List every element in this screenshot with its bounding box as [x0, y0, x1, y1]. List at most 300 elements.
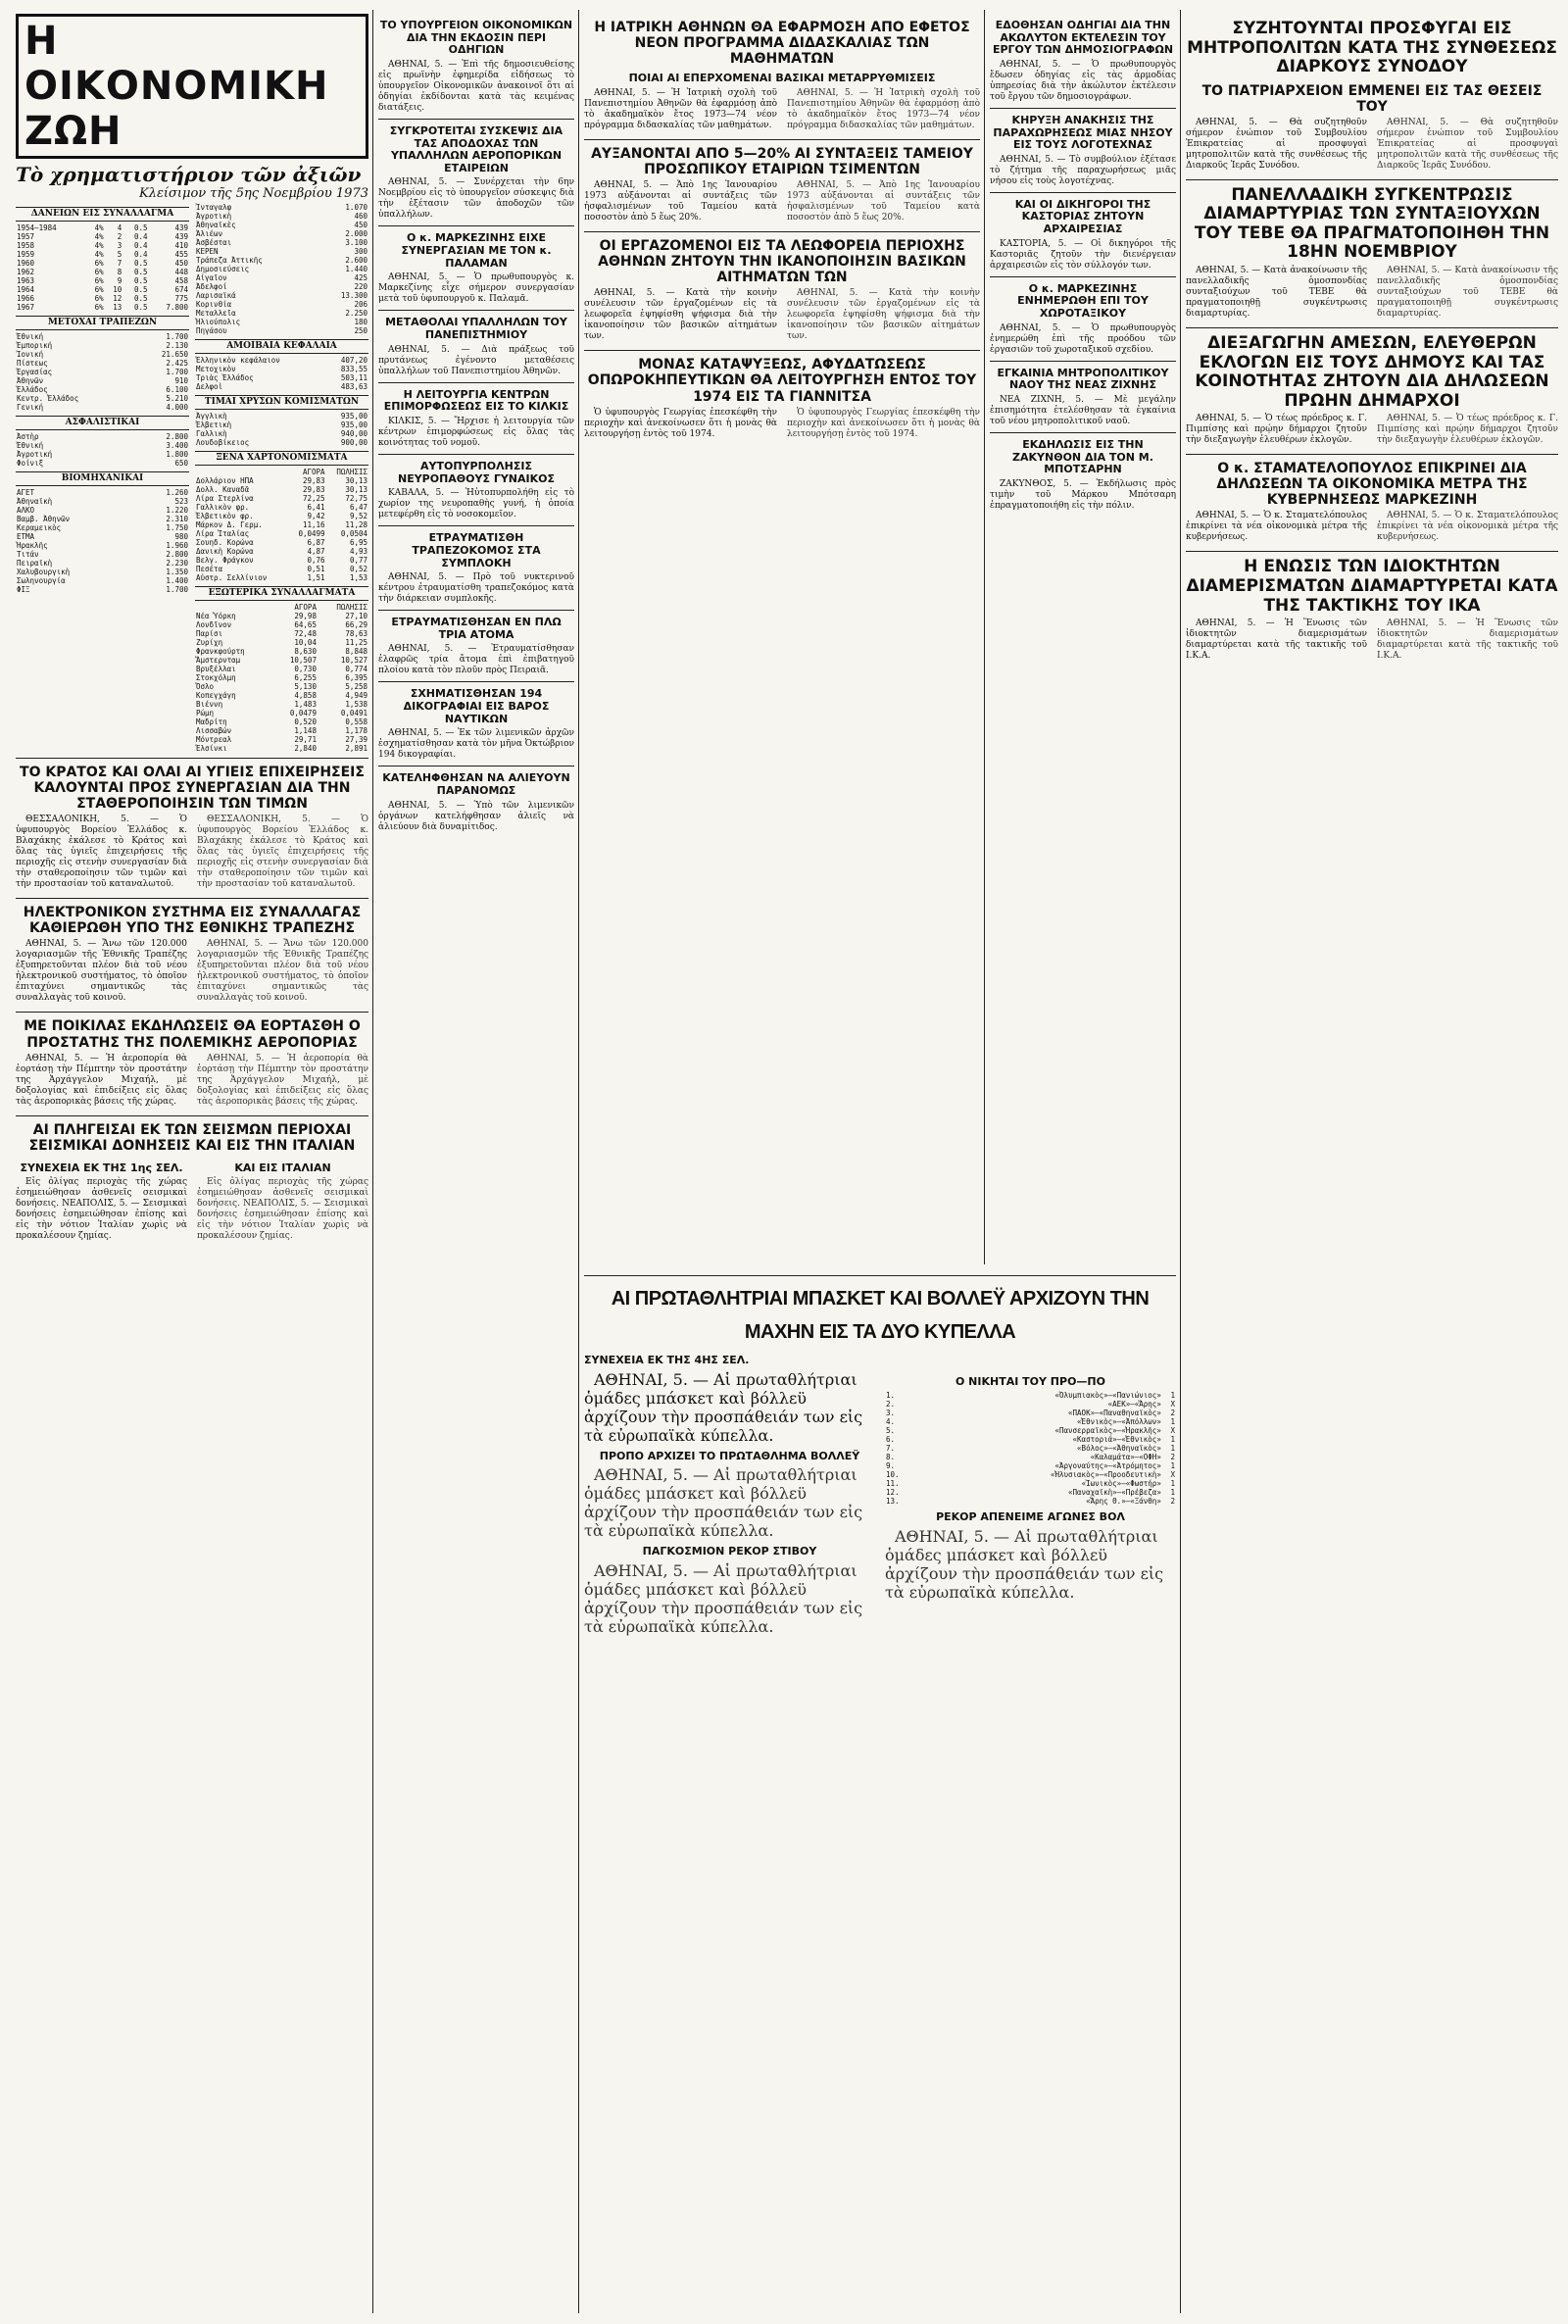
article-headline: ΕΤΡΑΥΜΑΤΙΣΘΗ ΤΡΑΠΕΖΟΚΟΜΟΣ ΣΤΑ ΣΥΜΠΛΟΚΗ	[412, 531, 541, 569]
article-subhead: ΡΕΚΟΡ ΑΠΕΝΕΙΜΕ ΑΓΩΝΕΣ ΒΟΛ	[936, 1510, 1125, 1524]
table-row	[16, 559, 189, 568]
table-cell: Βαμβ. Ἀθηνῶν	[17, 515, 71, 523]
table-cell: Ἀγγλικὴ	[196, 412, 227, 420]
article-headline: ΣΧΗΜΑΤΙΣΘΗΣΑΝ 194 ΔΙΚΟΓΡΑΦΙΑΙ ΕΙΣ ΒΑΡΟΣ ΝΑΥΤΙΚΩΝ	[403, 687, 550, 725]
table-cell: ΦΙΞ	[17, 585, 30, 594]
table-cell: 1964	[17, 285, 35, 294]
article-headline: ΜΕ ΠΟΙΚΙΛΑΣ ΕΚΔΗΛΩΣΕΙΣ ΘΑ ΕΟΡΤΑΣΘΗ Ο ΠΡΟΣΤΑΤΗΣ ΤΗΣ ΠΟΛΕΜΙΚΗΣ ΑΕΡΟΠΟΡΙΑΣ	[24, 1018, 361, 1051]
table-row	[195, 373, 368, 382]
article-body: ΘΕΣΣΑΛΟΝΙΚΗ, 5. — Ὁ ὑφυπουργὸς Βορείου Ἑλλάδος κ. Βλαχάκης ἐκάλεσε τὸ Κράτος καὶ ὅλας τὰς ὑγιεῖς ἐπιχειρήσεις τῆς περιοχῆς εἰς στενὴν συνεργασίαν διὰ τὴν σταθεροποίησιν τῶν τιμῶν καὶ τὴν προστασίαν τοῦ καταναλωτοῦ.	[16, 815, 187, 890]
table-cell: 6%	[94, 268, 104, 276]
table-cell: 206	[354, 300, 368, 309]
article-headline: ΠΑΝΕΛΛΑΔΙΚΗ ΣΥΓΚΕΝΤΡΩΣΙΣ ΔΙΑΜΑΡΤΥΡΙΑΣ ΤΩΝ ΣΥΝΤΑΞΙΟΥΧΩΝ ΤΟΥ ΤΕΒΕ ΘΑ ΠΡΑΓΜΑΤΟΠΟΙΗΘΗ ΤΗΝ 18ΗΝ ΝΟΕΜΒΡΙΟΥ	[1194, 184, 1550, 263]
table-cell: Ἐλβετικὴ	[196, 420, 232, 429]
table-cell: 220	[354, 282, 368, 291]
table-cell: 410	[174, 241, 188, 250]
table-cell: 72,25	[302, 494, 325, 503]
table-row	[195, 494, 368, 503]
table-cell: 7	[117, 259, 122, 268]
article-body: ΝΕΑ ΖΙΧΝΗ, 5. — Μὲ μεγάλην ἐπισημότητα ἐτελέσθησαν τὰ ἐγκαίνια τοῦ νέου μητροπολιτικοῦ ναοῦ.	[990, 394, 1176, 426]
table-cell: «Ὀλυμπιακὸς»—«Πανιώνιος»	[1054, 1391, 1161, 1401]
table-row	[16, 259, 189, 268]
article-body: ΑΘΗΝΑΙ, 5. — Αἱ πρωταθλήτριαι ὁμάδες μπάσκετ καὶ βόλλεϋ ἀρχίζουν τὴν προσπάθειάν των εἰς τὰ εὐρωπαϊκὰ κύπελλα.	[885, 1526, 1164, 1602]
table-row	[195, 326, 368, 335]
industry-table	[16, 488, 189, 594]
table-row	[885, 1444, 1176, 1453]
table-cell: 6,47	[349, 503, 368, 512]
table-row	[195, 300, 368, 309]
article-subtitle: ΠΟΙΑΙ ΑΙ ΕΠΕΡΧΟΜΕΝΑΙ ΒΑΣΙΚΑΙ ΜΕΤΑΡΡΥΘΜΙΣΕΙΣ	[628, 72, 936, 85]
insurance-table	[16, 432, 189, 468]
table-cell: 6.100	[166, 385, 188, 394]
table-cell: 1	[1170, 1391, 1175, 1401]
table-cell: 2.	[886, 1400, 896, 1409]
table-cell: Πηγάσου	[196, 326, 227, 335]
table-cell: Ἄμστερνταμ	[196, 656, 241, 665]
table-row	[195, 238, 368, 247]
article-body: ΑΘΗΝΑΙ, 5. — Κατὰ ἀνακοίνωσιν τῆς πανελλαδικῆς ὁμοσπονδίας συνταξιούχων τοῦ ΤΕΒΕ θὰ πραγματοποιηθῇ συγκέντρωσις διαμαρτυρίας.	[1186, 266, 1367, 320]
table-row	[195, 229, 368, 238]
table-cell: 3	[117, 241, 122, 250]
table-cell: 775	[174, 294, 188, 303]
table-cell: Ἀθηνῶν	[17, 376, 44, 385]
article-body: ΑΘΗΝΑΙ, 5. — Θὰ συζητηθοῦν σήμερον ἐνώπιον τοῦ Συμβουλίου Ἐπικρατείας αἱ προσφυγαὶ μητροπολιτῶν κατὰ τῆς συνθέσεως τῆς Διαρκοῦς Ἱερᾶς Συνόδου.	[1186, 117, 1367, 171]
table-row	[195, 565, 368, 573]
table-cell: 5,130	[294, 682, 317, 691]
table-cell: Ἐμπορική	[17, 341, 53, 350]
table-cell: 1.750	[166, 523, 188, 532]
table-cell: 1,178	[345, 726, 368, 735]
column-news-3	[584, 14, 980, 443]
table-row	[195, 265, 368, 273]
table-row	[16, 568, 189, 576]
table-cell: 1.700	[166, 585, 188, 594]
table-row	[16, 285, 189, 294]
table-cell: 2	[1170, 1453, 1175, 1462]
table-cell: 0.5	[133, 303, 148, 312]
table-row	[16, 385, 189, 394]
table-cell: Τιτάν	[17, 550, 39, 559]
article-kicker: ΣΥΝΕΧΕΙΑ ΕΚ ΤΗΣ 1ης ΣΕΛ.	[20, 1161, 183, 1174]
table-row	[195, 682, 368, 691]
table-cell: 3.	[886, 1409, 896, 1418]
table-cell: 1,483	[294, 700, 317, 709]
article-headline: ΣΥΓΚΡΟΤΕΙΤΑΙ ΣΥΣΚΕΨΙΣ ΔΙΑ ΤΑΣ ΑΠΟΔΟΧΑΣ ΤΩΝ ΥΠΑΛΛΗΛΩΝ ΑΕΡΟΠΟΡΙΚΩΝ ΕΤΑΙΡΕΙΩΝ	[389, 124, 564, 174]
table-cell: Ἡρακλῆς	[17, 541, 48, 550]
column-news-5	[1186, 14, 1558, 665]
article-body: ΑΘΗΝΑΙ, 5. — Ὁ πρωθυπουργὸς κ. Μαρκεζίνης εἶχε σήμερον συνεργασίαν μετὰ τοῦ ὑφυπουργοῦ κ. Παλαμᾶ.	[378, 272, 574, 305]
article-headline: Ο κ. ΣΤΑΜΑΤΕΛΟΠΟΥΛΟΣ ΕΠΙΚΡΙΝΕΙ ΔΙΑ ΔΗΛΩΣΕΩΝ ΤΑ ΟΙΚΟΝΟΜΙΚΑ ΜΕΤΡΑ ΤΗΣ ΚΥΒΕΡΝΗΣΕΩΣ ΜΑΡΚΕΖΙΝΗ	[1216, 461, 1528, 509]
table-cell: 5	[117, 250, 122, 259]
article-body: Εἰς ὀλίγας περιοχὰς τῆς χώρας ἐσημειώθησαν ἀσθενεῖς σεισμικαὶ δονήσεις. ΝΕΑΠΟΛΙΣ, 5. — Σεισμικαὶ δονήσεις ἐσημειώθησαν ἐπίσης καὶ εἰς τὴν νότιον Ἰταλίαν χωρὶς νὰ προκαλέσουν ζημίας.	[197, 1177, 368, 1242]
table-cell: 180	[354, 318, 368, 326]
table-cell: Δελφοὶ	[196, 382, 223, 391]
table-cell: 439	[174, 223, 188, 232]
column-rule	[578, 10, 579, 2313]
table-cell: 900,00	[340, 438, 368, 447]
table-cell: 0.5	[133, 268, 148, 276]
table-cell: 300	[354, 247, 368, 256]
table-cell: 4.	[886, 1417, 896, 1427]
article-headline: ΚΑΙ ΟΙ ΔΙΚΗΓΟΡΟΙ ΤΗΣ ΚΑΣΤΟΡΙΑΣ ΖΗΤΟΥΝ ΑΡΧΑΙΡΕΣΙΑΣ	[1014, 197, 1152, 236]
col-header: ΑΓΟΡΑ	[302, 468, 325, 476]
article-body: ΑΘΗΝΑΙ, 5. — Ἐκ τῶν λιμενικῶν ἀρχῶν ἐσχηματίσθησαν κατὰ τὸν μῆνα Ὀκτώβριον 194 δικογραφίαι.	[378, 728, 574, 761]
table-row	[195, 538, 368, 547]
table-cell: 10.	[886, 1470, 900, 1480]
table-row	[16, 276, 189, 285]
table-cell: 0.5	[133, 259, 148, 268]
table-cell: 13.300	[340, 291, 368, 300]
divider	[1186, 179, 1558, 180]
table-cell: Τριὰς Ἑλλάδος	[196, 373, 254, 382]
table-cell: 9,52	[349, 512, 368, 520]
table-cell: 0,520	[294, 717, 317, 726]
table-cell: 29,83	[302, 485, 325, 494]
table-cell: 935,00	[340, 412, 368, 420]
table-cell: 66,29	[345, 620, 368, 629]
table-cell: 4%	[94, 241, 104, 250]
article-headline: ΤΟ ΚΡΑΤΟΣ ΚΑΙ ΟΛΑΙ ΑΙ ΥΓΙΕΙΣ ΕΠΙΧΕΙΡΗΣΕΙΣ ΚΑΛΟΥΝΤΑΙ ΠΡΟΣ ΣΥΝΕΡΓΑΣΙΑΝ ΔΙΑ ΤΗΝ ΣΤΑΘΕΡΟΠΟΙΗΣΙΝ ΤΩΝ ΤΙΜΩΝ	[20, 765, 365, 813]
table-cell: 425	[354, 273, 368, 282]
article-body: ΑΘΗΝΑΙ, 5. — Θὰ συζητηθοῦν σήμερον ἐνώπιον τοῦ Συμβουλίου Ἐπικρατείας αἱ προσφυγαὶ μητροπολιτῶν κατὰ τῆς συνθέσεως τῆς Διαρκοῦς Ἱερᾶς Συνόδου.	[1377, 117, 1558, 171]
table-cell: Αὐστρ. Σελλίνιον	[196, 573, 268, 582]
table-cell: «Καστοριά»—«Ἐθνικὸς»	[1072, 1435, 1161, 1445]
table-cell: «Ἀργοναύτης»—«Ἀτρόμητος»	[1054, 1461, 1161, 1471]
table-cell: 1,51	[307, 573, 325, 582]
article-headline: ΗΛΕΚΤΡΟΝΙΚΟΝ ΣΥΣΤΗΜΑ ΕΙΣ ΣΥΝΑΛΛΑΓΑΣ ΚΑΘΙΕΡΩΘΗ ΥΠΟ ΤΗΣ ΕΘΝΙΚΗΣ ΤΡΑΠΕΖΗΣ	[23, 905, 362, 937]
table-cell: «Ἐθνικὸς»—«Ἀπόλλων»	[1077, 1417, 1161, 1427]
sports-section	[584, 1270, 1176, 1639]
table-row	[885, 1461, 1176, 1470]
divider	[584, 231, 980, 232]
table-row	[195, 221, 368, 229]
table-cell: 1.700	[166, 332, 188, 341]
column-rule	[984, 10, 985, 1264]
table-cell: 5,258	[345, 682, 368, 691]
table-cell: Ζυρίχη	[196, 638, 223, 647]
table-cell: Ἐθνική	[17, 332, 44, 341]
table-cell: Μετοχικὸν	[196, 365, 236, 373]
table-cell: Ἁλιέων	[196, 229, 223, 238]
table-row	[195, 620, 368, 629]
table-cell: 2.130	[166, 341, 188, 350]
table-row	[195, 503, 368, 512]
article-headline: ΔΙΕΞΑΓΩΓΗΝ ΑΜΕΣΩΝ, ΕΛΕΥΘΕΡΩΝ ΕΚΛΟΓΩΝ ΕΙΣ ΤΟΥΣ ΔΗΜΟΥΣ ΚΑΙ ΤΑΣ ΚΟΙΝΟΤΗΤΑΣ ΖΗΤΟΥΝ ΔΙΑ ΔΗΛΩΣΕΩΝ ΠΡΩΗΝ ΔΗΜΑΡΧΟΙ	[1195, 333, 1549, 411]
table-cell: «ΑΕΚ»—«Ἄρης»	[1107, 1400, 1161, 1409]
table-row	[195, 291, 368, 300]
table-cell: 10,527	[340, 656, 368, 665]
closing-date: Κλείσιμον τῆς 5ης Νοεμβρίου 1973	[139, 186, 368, 201]
table-cell: 8.	[886, 1453, 896, 1462]
table-cell: Κοπεγχάγη	[196, 691, 236, 700]
divider	[584, 1275, 1176, 1276]
table-cell: Δανικὴ Κορώνα	[196, 547, 254, 556]
article-subtitle: ΤΟ ΠΑΤΡΙΑΡΧΕΙΟΝ ΕΜΜΕΝΕΙ ΕΙΣ ΤΑΣ ΘΕΣΕΙΣ ΤΟΥ	[1201, 82, 1543, 115]
column-news-2	[378, 14, 574, 836]
table-cell: Ἀγροτικὴ	[196, 212, 232, 221]
divider	[16, 758, 368, 759]
table-cell: Χαλυβουργικὴ	[17, 568, 71, 576]
table-row	[195, 529, 368, 538]
article-body: ΚΙΛΚΙΣ, 5. — Ἤρχισε ἡ λειτουργία τῶν κέντρων ἐπιμορφώσεως εἰς ὅλας τὰς κοινότητας τοῦ νομοῦ.	[378, 416, 574, 448]
table-cell: Ἀθηναϊκὲς	[196, 221, 236, 229]
article-body: ΑΘΗΝΑΙ, 5. — Ὁ πρωθυπουργὸς ἔδωσεν ὁδηγίας εἰς τὰς ἀρμοδίας ὑπηρεσίας διὰ τὴν ἀκώλυτον ἐκτέλεσιν τοῦ ἔργου τῶν δημοσιογράφων.	[990, 59, 1176, 102]
divider	[990, 108, 1176, 109]
article-headline: Η ΛΕΙΤΟΥΡΓΙΑ ΚΕΝΤΡΩΝ ΕΠΙΜΟΡΦΩΣΕΩΣ ΕΙΣ ΤΟ ΚΙΛΚΙΣ	[383, 387, 569, 414]
article-body: ΑΘΗΝΑΙ, 5. — Ἀπὸ 1ης Ἰανουαρίου 1973 αὐξάνονται αἱ συντάξεις τῶν ἠσφαλισμένων τοῦ Ταμείου κατὰ ποσοστὸν ἀπὸ 5 ἕως 20%.	[787, 180, 980, 223]
column-news-4	[990, 14, 1176, 515]
table-row	[885, 1409, 1176, 1417]
table-row	[16, 541, 189, 550]
table-cell: Λίρα Στερλίνα	[196, 494, 254, 503]
table-row	[195, 691, 368, 700]
table-cell: 5.	[886, 1426, 896, 1436]
table-row	[195, 420, 368, 429]
table-row	[885, 1426, 1176, 1435]
table-cell: 1960	[17, 259, 35, 268]
article-body: Εἰς ὀλίγας περιοχὰς τῆς χώρας ἐσημειώθησαν ἀσθενεῖς σεισμικαὶ δονήσεις. ΝΕΑΠΟΛΙΣ, 5. — Σεισμικαὶ δονήσεις ἐσημειώθησαν ἐπίσης καὶ εἰς τὴν νότιον Ἰταλίαν χωρὶς νὰ προκαλέσουν ζημίας.	[16, 1177, 187, 1242]
divider	[378, 681, 574, 682]
table-cell: Κορινθία	[196, 300, 232, 309]
table-cell: 1958	[17, 241, 35, 250]
article-body: ΑΘΗΝΑΙ, 5. — Ὑπὸ τῶν λιμενικῶν ὀργάνων κατελήφθησαν ἁλιεῖς νὰ ἁλιεύουν διὰ δυναμίτιδος.	[378, 800, 574, 832]
sports-headline: ΑΙ ΠΡΩΤΑΘΛΗΤΡΙΑΙ ΜΠΑΣΚΕΤ ΚΑΙ ΒΟΛΛΕΫ ΑΡΧΙΖΟΥΝ ΤΗΝ ΜΑΧΗΝ ΕΙΣ ΤΑ ΔΥΟ ΚΥΠΕΛΛΑ	[611, 1288, 1150, 1343]
table-row	[195, 638, 368, 647]
table-cell: 1.800	[166, 450, 188, 459]
table-cell: 6,41	[307, 503, 325, 512]
table-cell: 27,39	[345, 735, 368, 744]
table-cell: 6,395	[345, 673, 368, 682]
table-cell: 4%	[94, 250, 104, 259]
table-cell: 5.210	[166, 394, 188, 403]
table-row	[195, 412, 368, 420]
capital-table	[195, 356, 368, 391]
table-cell: 935,00	[340, 420, 368, 429]
section-header: ΔΑΝΕΙΩΝ ΕΙΣ ΣΥΝΑΛΛΑΓΜΑ	[16, 207, 189, 222]
table-cell: 72,48	[294, 629, 317, 638]
table-row	[16, 268, 189, 276]
table-cell: Δημοσιεύσεις	[196, 265, 250, 273]
table-row	[16, 576, 189, 585]
table-row	[195, 573, 368, 582]
article-body: ΑΘΗΝΑΙ, 5. — Αἱ πρωταθλήτριαι ὁμάδες μπάσκετ καὶ βόλλεϋ ἀρχίζουν τὴν προσπάθειάν των εἰς τὰ εὐρωπαϊκὰ κύπελλα.	[584, 1369, 863, 1445]
table-cell: 448	[174, 268, 188, 276]
table-row	[16, 350, 189, 359]
table-cell: 7.800	[166, 303, 188, 312]
column-rule	[372, 10, 373, 2313]
table-cell: 250	[354, 326, 368, 335]
table-row	[195, 438, 368, 447]
table-cell: Ἀδελφοί	[196, 282, 227, 291]
table-row	[195, 247, 368, 256]
table-cell: «Βόλος»—«Ἀθηναϊκὸς»	[1077, 1444, 1161, 1454]
table-cell: 980	[174, 532, 188, 541]
divider	[1186, 551, 1558, 552]
table-row	[195, 700, 368, 709]
table-row	[885, 1391, 1176, 1400]
table-row	[195, 709, 368, 717]
table-cell: Ἐλβετικὸν φρ.	[196, 512, 254, 520]
table-cell: 9,42	[307, 512, 325, 520]
table-cell: 0.4	[133, 250, 148, 259]
table-cell: Ἰνταγαλφ	[196, 203, 232, 212]
section-header: ΑΜΟΙΒΑΙΑ ΚΕΦΑΛΑΙΑ	[195, 339, 368, 354]
table-cell: 0.5	[133, 276, 148, 285]
divider	[990, 432, 1176, 433]
section-header: ΑΣΦΑΛΙΣΤΙΚΑΙ	[16, 416, 189, 430]
article-body: ΚΑΣΤΟΡΙΑ, 5. — Οἱ δικηγόροι τῆς Καστοριᾶς ζητοῦν τὴν διενέργειαν ἀρχαιρεσιῶν εἰς τὸν σύλλογόν των.	[990, 238, 1176, 271]
table-cell: Βρυξέλλαι	[196, 665, 236, 673]
table-row	[16, 376, 189, 385]
table-cell: Μάρκον Δ. Γερμ.	[196, 520, 263, 529]
divider	[16, 1012, 368, 1013]
table-cell: 650	[174, 459, 188, 468]
table-cell: 0,730	[294, 665, 317, 673]
table-row	[195, 309, 368, 318]
section-header: ΒΙΟΜΗΧΑΝΙΚΑΙ	[16, 471, 189, 486]
article-body: ΑΘΗΝΑΙ, 5. — Διὰ πράξεως τοῦ πρυτάνεως ἐγένοντο μεταθέσεις ὑπαλλήλων τοῦ Πανεπιστημίου Ἀθηνῶν.	[378, 344, 574, 376]
table-cell: Λαρισαϊκά	[196, 291, 236, 300]
table-cell: Στοκχόλμη	[196, 673, 236, 682]
table-row	[885, 1435, 1176, 1444]
table-cell: 2	[117, 232, 122, 241]
table-cell: Τράπεζα Ἀττικῆς	[196, 256, 263, 265]
table-cell: 4%	[94, 232, 104, 241]
table-cell: Σουηδ. Κορώνα	[196, 538, 254, 547]
table-cell: 10,507	[289, 656, 317, 665]
table-cell: Παρίσι	[196, 629, 223, 638]
article-body: ΑΘΗΝΑΙ, 5. — Ἡ ἀεροπορία θὰ ἑορτάσῃ τὴν Πέμπτην τὸν προστάτην της Ἀρχάγγελον Μιχαήλ, μὲ δοξολογίας καὶ ἐπιδείξεις εἰς ὅλας τὰς ἀεροπορικὰς βάσεις τῆς χώρας.	[197, 1053, 368, 1107]
table-cell: 1	[1170, 1435, 1175, 1445]
divider	[378, 225, 574, 226]
article-headline: Ο κ. ΜΑΡΚΕΖΙΝΗΣ ΕΙΧΕ ΣΥΝΕΡΓΑΣΙΑΝ ΜΕ ΤΟΝ κ. ΠΑΛΑΜΑΝ	[401, 231, 552, 270]
column-market	[16, 14, 368, 1245]
table-cell: 2.600	[345, 256, 368, 265]
table-cell: 2.250	[345, 309, 368, 318]
table-row	[16, 241, 189, 250]
table-cell: 13.	[886, 1497, 900, 1507]
table-row	[195, 520, 368, 529]
article-headline: ΕΚΔΗΛΩΣΙΣ ΕΙΣ ΤΗΝ ΖΑΚΥΝΘΟΝ ΔΙΑ ΤΟΝ Μ. ΜΠΟΤΣΑΡΗΝ	[1012, 437, 1153, 476]
table-cell: 9.	[886, 1461, 896, 1471]
table-row	[16, 532, 189, 541]
table-row	[195, 665, 368, 673]
table-cell: Δολλ. Καναδᾶ	[196, 485, 250, 494]
article-body: ΑΘΗΝΑΙ, 5. — Ὁ τέως πρόεδρος κ. Γ. Πιμπίσης καὶ πρῴην δήμαρχοι ζητοῦν τὴν διεξαγωγὴν ἐλευθέρων ἐκλογῶν.	[1377, 414, 1558, 446]
table-cell: 910	[174, 376, 188, 385]
table-cell: 6.	[886, 1435, 896, 1445]
table-cell: 455	[174, 250, 188, 259]
article-body: ΑΘΗΝΑΙ, 5. — Ὁ τέως πρόεδρος κ. Γ. Πιμπίσης καὶ πρῴην δήμαρχοι ζητοῦν τὴν διεξαγωγὴν ἐλευθέρων ἐκλογῶν.	[1186, 414, 1367, 446]
table-cell: 0.5	[133, 294, 148, 303]
article-subhead: ΠΑΓΚΟΣΜΙΟΝ ΡΕΚΟΡ ΣΤΙΒΟΥ	[642, 1545, 817, 1558]
table-row	[195, 476, 368, 485]
table-cell: Βελγ. Φράγκον	[196, 556, 254, 565]
table-cell: Μόντρεαλ	[196, 735, 232, 744]
table-row	[195, 647, 368, 656]
table-cell: 78,63	[345, 629, 368, 638]
notes-table	[195, 468, 368, 582]
table-cell: Πεσέτα	[196, 565, 223, 573]
table-cell: Κεραμεικὸς	[17, 523, 62, 532]
table-row	[195, 429, 368, 438]
table-row	[885, 1497, 1176, 1506]
table-cell: 0,77	[349, 556, 368, 565]
table-cell: 1.400	[166, 576, 188, 585]
article-subhead: ΚΑΙ ΕΙΣ ΙΤΑΛΙΑΝ	[234, 1161, 331, 1174]
article-body: ΑΘΗΝΑΙ, 5. — Ὁ κ. Σταματελόπουλος ἐπικρίνει τὰ νέα οἰκονομικὰ μέτρα τῆς κυβερνήσεως.	[1377, 511, 1558, 543]
article-headline: ΜΟΝΑΣ ΚΑΤΑΨΥΞΕΩΣ, ΑΦΥΔΑΤΩΣΕΩΣ ΟΠΩΡΟΚΗΠΕΥΤΙΚΩΝ ΘΑ ΛΕΙΤΟΥΡΓΗΣΗ ΕΝΤΟΣ ΤΟΥ 1974 ΕΙΣ ΤΑ ΓΙΑΝΝΙΤΣΑ	[587, 357, 977, 405]
table-cell: 2	[1170, 1409, 1175, 1418]
table-cell: 0,0499	[298, 529, 325, 538]
table-row	[16, 403, 189, 412]
table-row	[16, 441, 189, 450]
table-cell: 1.350	[166, 568, 188, 576]
table-cell: 0,0491	[340, 709, 368, 717]
table-cell: Φρανκφούρτη	[196, 647, 245, 656]
article-body: ΑΘΗΝΑΙ, 5. — Ἀπὸ 1ης Ἰανουαρίου 1973 αὐξάνονται αἱ συντάξεις τῶν ἠσφαλισμένων τοῦ Ταμείου κατὰ ποσοστὸν ἀπὸ 5 ἕως 20%.	[584, 180, 777, 223]
table-cell: 1.070	[345, 203, 368, 212]
table-row	[195, 656, 368, 665]
table-cell: 1.	[886, 1391, 896, 1401]
table-cell: 11,16	[302, 520, 325, 529]
table-cell: Πειραϊκὴ	[17, 559, 53, 568]
table-cell: 2.800	[166, 432, 188, 441]
table-cell: Ἰονική	[17, 350, 44, 359]
table-cell: Χ	[1170, 1470, 1175, 1480]
table-cell: 6%	[94, 259, 104, 268]
table-cell: 2.000	[345, 229, 368, 238]
table-row	[195, 547, 368, 556]
article-headline: ΑΥΞΑΝΟΝΤΑΙ ΑΠΟ 5—20% ΑΙ ΣΥΝΤΑΞΕΙΣ ΤΑΜΕΙΟΥ ΠΡΟΣΩΠΙΚΟΥ ΕΤΑΙΡΙΩΝ ΤΣΙΜΕΝΤΩΝ	[591, 145, 973, 178]
table-cell: 27,10	[345, 612, 368, 620]
table-cell: Φοίνιξ	[17, 459, 44, 468]
table-cell: Ἡλιούπολις	[196, 318, 241, 326]
table-cell: Νέα Ὑόρκη	[196, 612, 236, 620]
divider	[1186, 454, 1558, 455]
section-header: ΤΙΜΑΙ ΧΡΥΣΩΝ ΚΟΜΙΣΜΑΤΩΝ	[195, 395, 368, 410]
divider	[990, 276, 1176, 277]
table-row	[16, 394, 189, 403]
banks-table	[16, 332, 189, 412]
section-header: ΜΕΤΟΧΑΙ ΤΡΑΠΕΖΩΝ	[16, 316, 189, 330]
table-cell: 29,83	[302, 476, 325, 485]
table-cell: Χ	[1170, 1426, 1175, 1436]
article-body: ΑΘΗΝΑΙ, 5. — Ἡ Ἕνωσις τῶν ἰδιοκτητῶν διαμερισμάτων διαμαρτύρεται κατὰ τῆς τακτικῆς τοῦ Ι.Κ.Α.	[1377, 618, 1558, 662]
table-cell: Ὄσλο	[196, 682, 215, 691]
article-headline: ΜΕΤΑΘΟΛΑΙ ΥΠΑΛΛΗΛΩΝ ΤΟΥ ΠΑΝΕΠΙΣΤΗΜΙΟΥ	[385, 316, 567, 342]
table-cell: 1954—1984	[17, 223, 57, 232]
article-body: ΑΘΗΝΑΙ, 5. — Ἡ Ἰατρικὴ σχολὴ τοῦ Πανεπιστημίου Ἀθηνῶν θὰ ἐφαρμόσῃ ἀπὸ τὸ ἀκαδημαϊκὸν ἔτος 1973—74 νέον πρόγραμμα διδασκαλίας τῶν μαθημάτων.	[787, 87, 980, 130]
table-row	[16, 359, 189, 368]
gold-table	[195, 412, 368, 447]
table-cell: 4,87	[307, 547, 325, 556]
table-cell: ΚΕΡΕΝ	[196, 247, 219, 256]
table-cell: 1962	[17, 268, 35, 276]
table-cell: Ἑλλάδος	[17, 385, 48, 394]
table-row	[885, 1479, 1176, 1488]
table-cell: «Ἠλυσιακὸς»—«Προοδευτικὴ»	[1050, 1470, 1161, 1480]
table-cell: 1.960	[166, 541, 188, 550]
table-cell: Ρώμη	[196, 709, 215, 717]
divider	[378, 454, 574, 455]
table-cell: 940,00	[340, 429, 368, 438]
table-row	[195, 612, 368, 620]
table-cell: 0.5	[133, 223, 148, 232]
loans-table	[16, 223, 189, 312]
table-cell: «Παναχαϊκὴ»—«Πρέβεζα»	[1068, 1488, 1161, 1498]
table-cell: 6,255	[294, 673, 317, 682]
